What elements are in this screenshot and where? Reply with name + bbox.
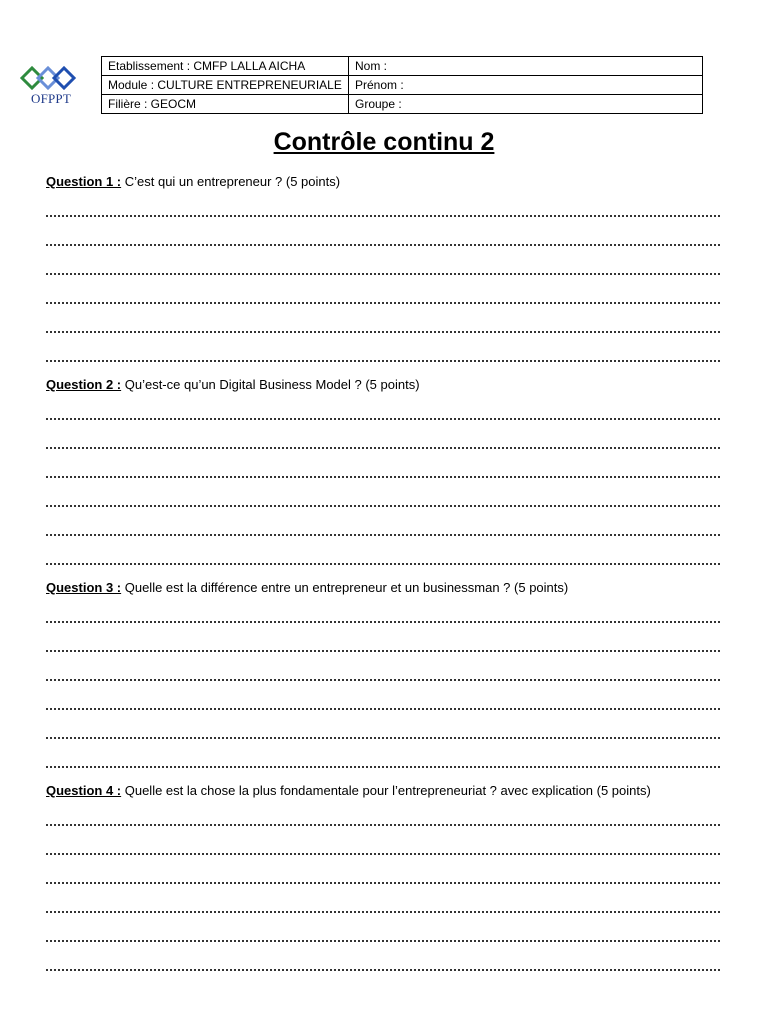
question-label: Question 1 : xyxy=(46,174,122,189)
answer-line[interactable] xyxy=(46,470,720,478)
answer-line[interactable] xyxy=(46,209,720,217)
answer-line[interactable] xyxy=(46,499,720,507)
question-text: Quelle est la différence entre un entrepreneur et un businessman ? (5 points) xyxy=(121,580,569,595)
answer-line[interactable] xyxy=(46,296,720,304)
diamond-logo-icon xyxy=(20,66,78,90)
header-table xyxy=(101,56,703,114)
question-2 xyxy=(46,377,746,392)
question-text: Qu’est-ce qu’un Digital Business Model ? (5 points) xyxy=(121,377,420,392)
header-row xyxy=(102,95,703,114)
page-title: Contrôle continu 2 xyxy=(273,128,495,156)
question-label: Question 3 : xyxy=(46,580,122,595)
answer-line[interactable] xyxy=(46,354,720,362)
header-row xyxy=(102,76,703,95)
question-text: C’est qui un entrepreneur ? (5 points) xyxy=(121,174,341,189)
nom-cell[interactable]: Nom : xyxy=(349,57,703,76)
question-4 xyxy=(46,783,746,798)
answer-line[interactable] xyxy=(46,528,720,536)
answer-line[interactable] xyxy=(46,441,720,449)
header-row xyxy=(102,57,703,76)
filiere-cell: Filière : GEOCM xyxy=(102,95,349,114)
question-3 xyxy=(46,580,746,595)
answer-line[interactable] xyxy=(46,905,720,913)
question-1 xyxy=(46,174,746,189)
ofppt-logo xyxy=(20,66,78,108)
question-label: Question 4 : xyxy=(46,783,122,798)
answer-line[interactable] xyxy=(46,934,720,942)
answer-line[interactable] xyxy=(46,644,720,652)
question-label: Question 2 : xyxy=(46,377,122,392)
answer-line[interactable] xyxy=(46,615,720,623)
answer-line[interactable] xyxy=(46,238,720,246)
answer-line[interactable] xyxy=(46,325,720,333)
answer-line[interactable] xyxy=(46,702,720,710)
answer-line[interactable] xyxy=(46,847,720,855)
answer-line[interactable] xyxy=(46,760,720,768)
module-cell: Module : CULTURE ENTREPRENEURIALE xyxy=(102,76,349,95)
prenom-cell[interactable]: Prénom : xyxy=(349,76,703,95)
etablissement-cell: Etablissement : CMFP LALLA AICHA xyxy=(102,57,349,76)
answer-line[interactable] xyxy=(46,731,720,739)
logo-text: OFPPT xyxy=(30,91,72,106)
answer-line[interactable] xyxy=(46,412,720,420)
question-text: Quelle est la chose la plus fondamentale pour l’entrepreneuriat ? avec explication (5 points) xyxy=(121,783,651,798)
answer-line[interactable] xyxy=(46,673,720,681)
answer-line[interactable] xyxy=(46,818,720,826)
answer-line[interactable] xyxy=(46,963,720,971)
answer-line[interactable] xyxy=(46,267,720,275)
groupe-cell[interactable]: Groupe : xyxy=(349,95,703,114)
answer-line[interactable] xyxy=(46,876,720,884)
answer-line[interactable] xyxy=(46,557,720,565)
